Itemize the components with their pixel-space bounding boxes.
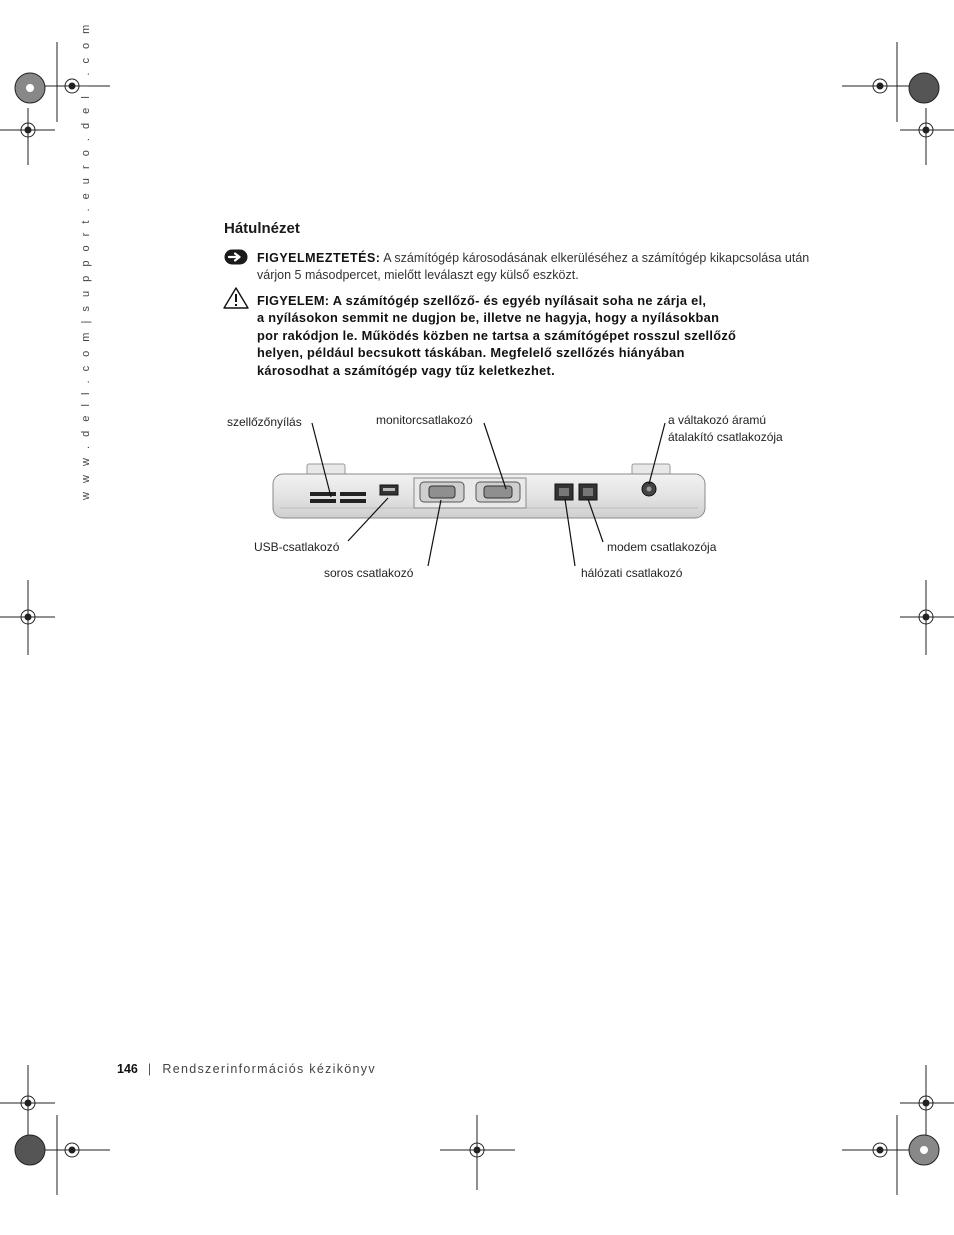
callout-ac-line: a váltakozó áramú: [668, 413, 767, 427]
callout-usb-connector: USB-csatlakozó: [254, 540, 340, 554]
caution-line: helyen, például becsukott táskában. Megfelelő szellőzés hiányában: [257, 345, 685, 361]
callout-ac-line: átalakító csatlakozója: [668, 430, 783, 444]
caution-line: károsodhat a számítógép vagy tűz keletkezhet.: [257, 362, 555, 378]
callout-modem-connector: modem csatlakozója: [607, 540, 717, 554]
page-number: 146: [117, 1062, 138, 1076]
footer-title: Rendszerinformációs kézikönyv: [162, 1062, 376, 1076]
caution-line: a nyílásokon semmit ne dugjon be, illetve ne hagyja, hogy a nyílásokban: [257, 310, 720, 326]
notice-label: FIGYELMEZTETÉS:: [257, 251, 381, 265]
caution-line: por rakódjon le. Működés közben ne tartsa a számítógépet rosszul szellőző: [257, 327, 737, 343]
page-footer: [117, 1062, 376, 1076]
callout-monitor-connector: monitorcsatlakozó: [376, 413, 473, 427]
callout-vent: szellőzőnyílás: [227, 415, 302, 429]
callout-ac-adapter: [668, 412, 783, 446]
side-url: w w w . d e l l . c o m | s u p p o r t . e u r o . d e l l . c o m: [80, 21, 92, 500]
callout-serial-connector: soros csatlakozó: [324, 566, 414, 580]
caution-line: FIGYELEM: A számítógép szellőző- és egyéb nyílásait soha ne zárja el,: [257, 293, 707, 308]
callout-network-connector: hálózati csatlakozó: [581, 566, 683, 580]
notice-body: A számítógép károsodásának elkerüléséhez a számítógép kikapcsolása után várjon 5 másodpercet, mielőtt leválaszt egy külső eszközt.: [257, 251, 810, 282]
section-heading: Hátulnézet: [224, 220, 300, 237]
footer-separator: |: [147, 1062, 153, 1076]
